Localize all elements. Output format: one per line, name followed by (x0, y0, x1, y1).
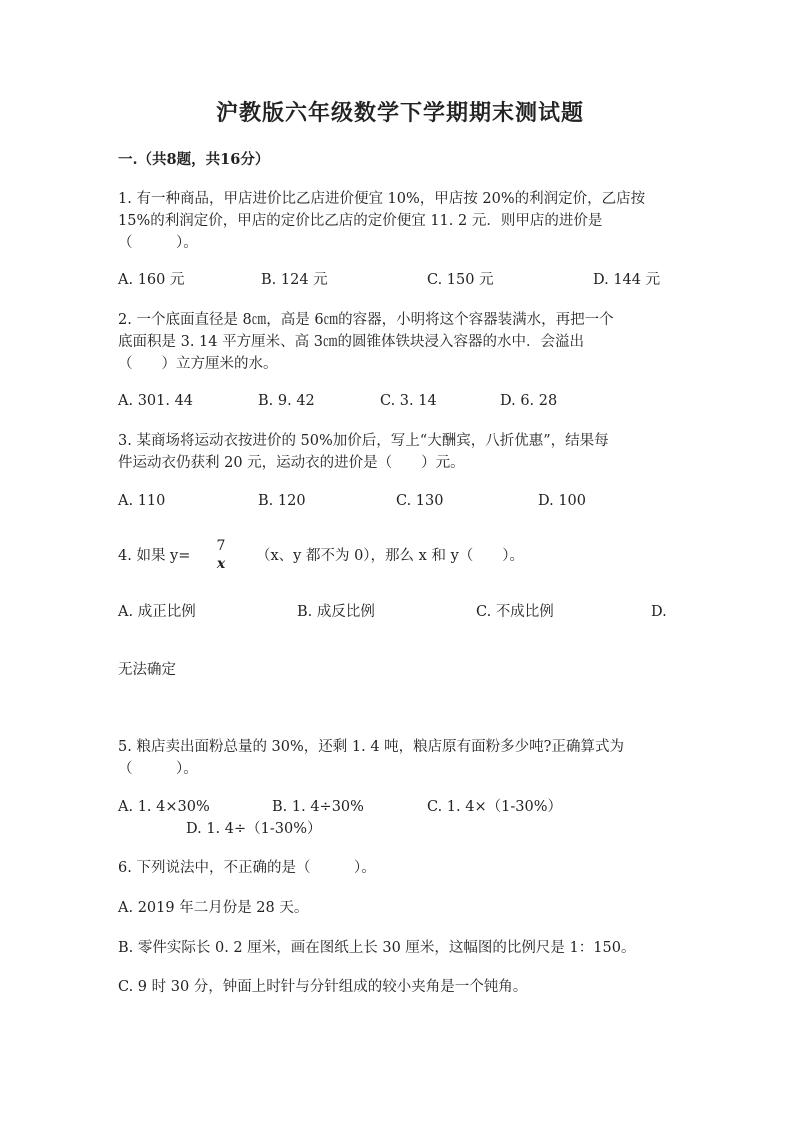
q2-line-3: （ ）立方厘米的水。 (118, 356, 278, 372)
q5-option-c: C. 1. 4×（1-30%） (427, 799, 562, 815)
q3-line-2: 件运动衣仍获利 20 元，运动衣的进价是（ ）元。 (118, 455, 465, 471)
q4-option-b: B. 成反比例 (297, 604, 375, 620)
q2-option-d: D. 6. 28 (500, 393, 558, 409)
fraction-numerator: 7 (216, 538, 226, 554)
q5-option-d: D. 1. 4÷（1-30%） (186, 821, 322, 837)
q2-option-b: B. 9. 42 (258, 393, 315, 409)
q4-option-d-continued: 无法确定 (118, 662, 176, 678)
q1-line-1: 1. 有一种商品，甲店进价比乙店进价便宜 10%，甲店按 20%的利润定价，乙店按 (118, 191, 646, 207)
q4-option-c: C. 不成比例 (476, 604, 554, 620)
q5-option-b: B. 1. 4÷30% (272, 799, 364, 815)
q5-line-2: （ ）。 (118, 761, 198, 777)
q1-option-d: D. 144 元 (593, 272, 661, 288)
q5-option-a: A. 1. 4×30% (118, 799, 210, 815)
q2-line-1: 2. 一个底面直径是 8㎝，高是 6㎝的容器，小明将这个容器装满水，再把一个 (118, 312, 614, 328)
q1-option-c: C. 150 元 (427, 272, 494, 288)
q2-option-c: C. 3. 14 (380, 393, 437, 409)
q4-option-d: D. (651, 604, 667, 620)
q4-option-a: A. 成正比例 (118, 604, 196, 620)
q6-option-a: A. 2019 年二月份是 28 天。 (118, 900, 309, 916)
q2-line-2: 底面积是 3. 14 平方厘米、高 3㎝的圆锥体铁块浸入容器的水中．会溢出 (118, 334, 584, 350)
q1-option-a: A. 160 元 (118, 272, 185, 288)
q4-prefix: 4. 如果 y= (118, 548, 191, 564)
q3-line-1: 3. 某商场将运动衣按进价的 50%加价后，写上“大酬宾，八折优惠”，结果每 (118, 433, 609, 449)
q6-option-b: B. 零件实际长 0. 2 厘米，画在图纸上长 30 厘米，这幅图的比例尺是 1：150。 (118, 940, 636, 956)
fraction (211, 537, 231, 573)
page-title: 沪教版六年级数学下学期期末测试题 (215, 100, 584, 126)
q2-option-a: A. 301. 44 (118, 393, 194, 409)
q3-option-c: C. 130 (396, 493, 444, 509)
q6-stem: 6. 下列说法中，不正确的是（ ）。 (118, 860, 376, 876)
q1-option-b: B. 124 元 (261, 272, 328, 288)
q4-suffix: （x、y 都不为 0），那么 x 和 y（ ）。 (256, 548, 525, 564)
q1-line-2: 15%的利润定价，甲店的定价比乙店的定价便宜 11. 2 元．则甲店的进价是 (118, 213, 603, 229)
section-heading: 一.（共8题，共16分） (118, 151, 270, 168)
q1-line-3: （ ）。 (118, 235, 198, 251)
q3-option-d: D. 100 (538, 493, 587, 509)
q3-option-b: B. 120 (258, 493, 306, 509)
q3-option-a: A. 110 (118, 493, 166, 509)
fraction-denominator: x (216, 556, 226, 572)
q6-option-c: C. 9 时 30 分，钟面上时针与分针组成的较小夹角是一个钝角。 (118, 979, 528, 995)
q5-line-1: 5. 粮店卖出面粉总量的 30%，还剩 1. 4 吨，粮店原有面粉多少吨?正确算式为 (118, 739, 624, 755)
